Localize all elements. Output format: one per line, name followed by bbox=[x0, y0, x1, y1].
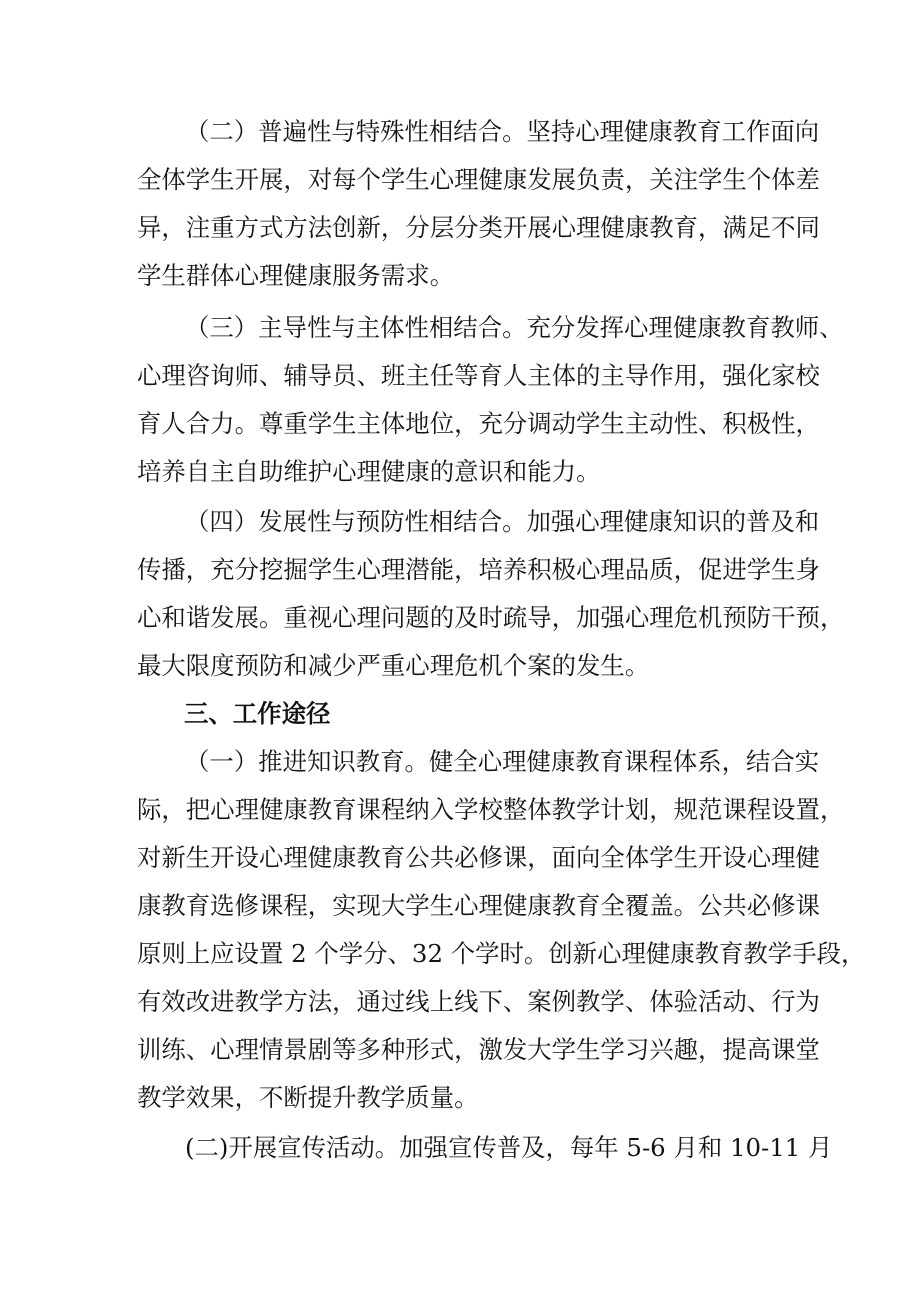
paragraph-line: 全体学生开展，对每个学生心理健康发展负责，关注学生个体差 bbox=[137, 165, 820, 194]
paragraph-line: 心和谐发展。重视心理问题的及时疏导，加强心理危机预防干预， bbox=[137, 603, 845, 632]
paragraph-line: 教学效果，不断提升教学质量。 bbox=[137, 1083, 479, 1112]
paragraph-line: （一）推进知识教育。健全心理健康教育课程体系，结合实 bbox=[185, 747, 820, 776]
section-heading: 三、工作途径 bbox=[184, 699, 331, 728]
paragraph-line: （三）主导性与主体性相结合。充分发挥心理健康教育教师、 bbox=[185, 313, 844, 342]
paragraph-line: 对新生开设心理健康教育公共必修课，面向全体学生开设心理健 bbox=[137, 843, 820, 872]
paragraph-line: 心理咨询师、辅导员、班主任等育人主体的主导作用，强化家校 bbox=[137, 361, 820, 390]
paragraph-line: 际，把心理健康教育课程纳入学校整体教学计划，规范课程设置， bbox=[137, 795, 845, 824]
paragraph-line: 康教育选修课程，实现大学生心理健康教育全覆盖。公共必修课 bbox=[137, 891, 820, 920]
paragraph-line: 原则上应设置 2 个学分、32 个学时。创新心理健康教育教学手段， bbox=[137, 939, 866, 968]
paragraph-line: 异，注重方式方法创新，分层分类开展心理健康教育，满足不同 bbox=[137, 213, 820, 242]
paragraph-line: 育人合力。尊重学生主体地位，充分调动学生主动性、积极性， bbox=[137, 409, 820, 438]
paragraph-line: 培养自主自助维护心理健康的意识和能力。 bbox=[137, 457, 601, 486]
paragraph-line: (二)开展宣传活动。加强宣传普及，每年 5-6 月和 10-11 月 bbox=[185, 1133, 833, 1162]
paragraph-line: （二）普遍性与特殊性相结合。坚持心理健康教育工作面向 bbox=[185, 117, 820, 146]
paragraph-line: 传播，充分挖掘学生心理潜能，培养积极心理品质，促进学生身 bbox=[137, 555, 820, 584]
paragraph-line: 学生群体心理健康服务需求。 bbox=[137, 261, 455, 290]
paragraph-line: 训练、心理情景剧等多种形式，激发大学生学习兴趣，提高课堂 bbox=[137, 1035, 820, 1064]
paragraph-line: （四）发展性与预防性相结合。加强心理健康知识的普及和 bbox=[185, 507, 820, 536]
paragraph-line: 最大限度预防和减少严重心理危机个案的发生。 bbox=[137, 651, 650, 680]
paragraph-line: 有效改进教学方法，通过线上线下、案例教学、体验活动、行为 bbox=[137, 987, 820, 1016]
